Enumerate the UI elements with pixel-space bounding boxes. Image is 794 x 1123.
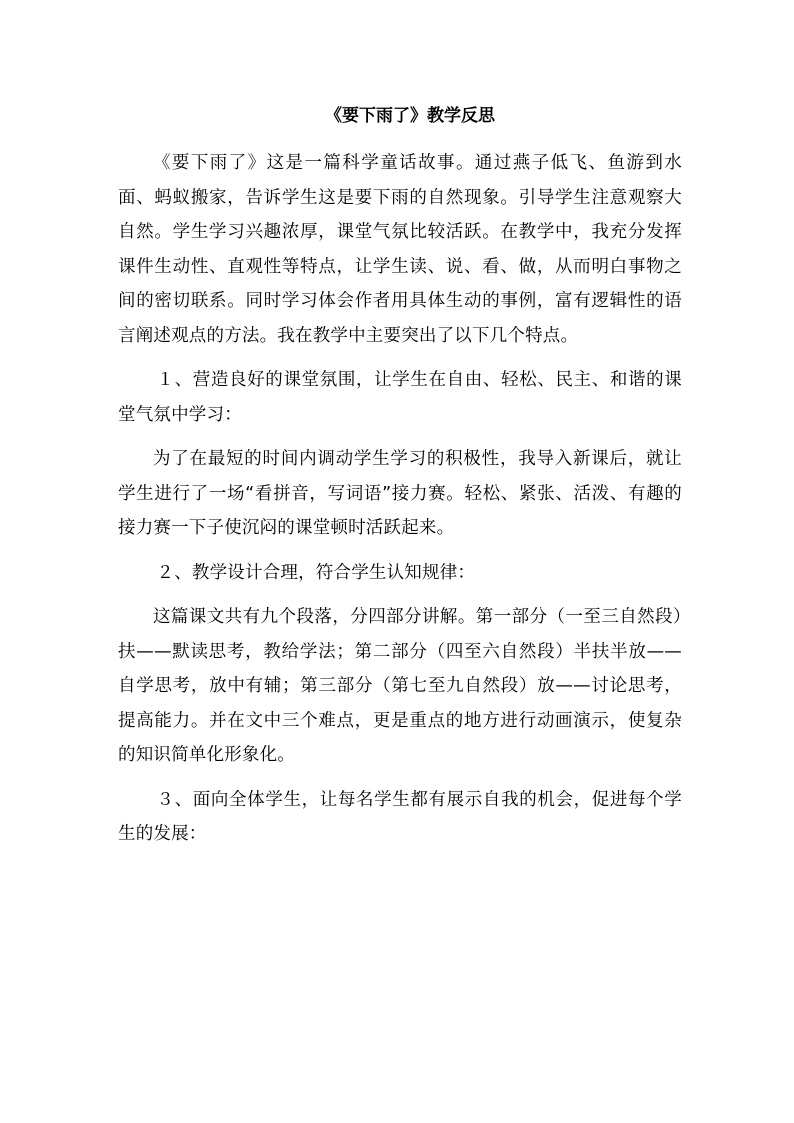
section-heading-3: ３、面向全体学生，让每名学生都有展示自我的机会，促进每个学生的发展： — [118, 789, 682, 844]
intro-paragraph: 《要下雨了》这是一篇科学童话故事。通过燕子低飞、鱼游到水面、蚂蚁搬家，告诉学生这是要下雨的自然现象。引导学生注意观察大自然。学生学习兴趣浓厚，课堂气氛比较活跃。在教学中，我充分发挥课件生动性、直观性等特点，让学生读、说、看、做，从而明白事物之间的密切联系。同时学习体会作者用具体生动的事例，富有逻辑性的语言阐述观点的方法。我在教学中主要突出了以下几个特点。 — [118, 153, 682, 346]
document-body — [118, 146, 682, 852]
section-heading-2: ２、教学设计合理，符合学生认知规律： — [156, 562, 476, 583]
section-paragraph-2: 这篇课文共有九个段落，分四部分讲解。第一部分（一至三自然段）扶——默读思考，教给学法；第二部分（四至六自然段）半扶半放——自学思考，放中有辅；第三部分（第七至九自然段）放——讨论思考，提高能力。并在文中三个难点，更是重点的地方进行动画演示，使复杂的知识简单化形象化。 — [118, 607, 682, 765]
section-paragraph-1: 为了在最短的时间内调动学生学习的积极性，我导入新课后，就让学生进行了一场“看拼音，写词语”接力赛。轻松、紧张、活泼、有趣的接力赛一下子使沉闷的课堂顿时活跃起来。 — [118, 449, 682, 538]
section-heading-1: １、营造良好的课堂氛围，让学生在自由、轻松、民主、和谐的课堂气氛中学习： — [118, 370, 682, 425]
document-title: 《要下雨了》教学反思 — [325, 106, 495, 126]
